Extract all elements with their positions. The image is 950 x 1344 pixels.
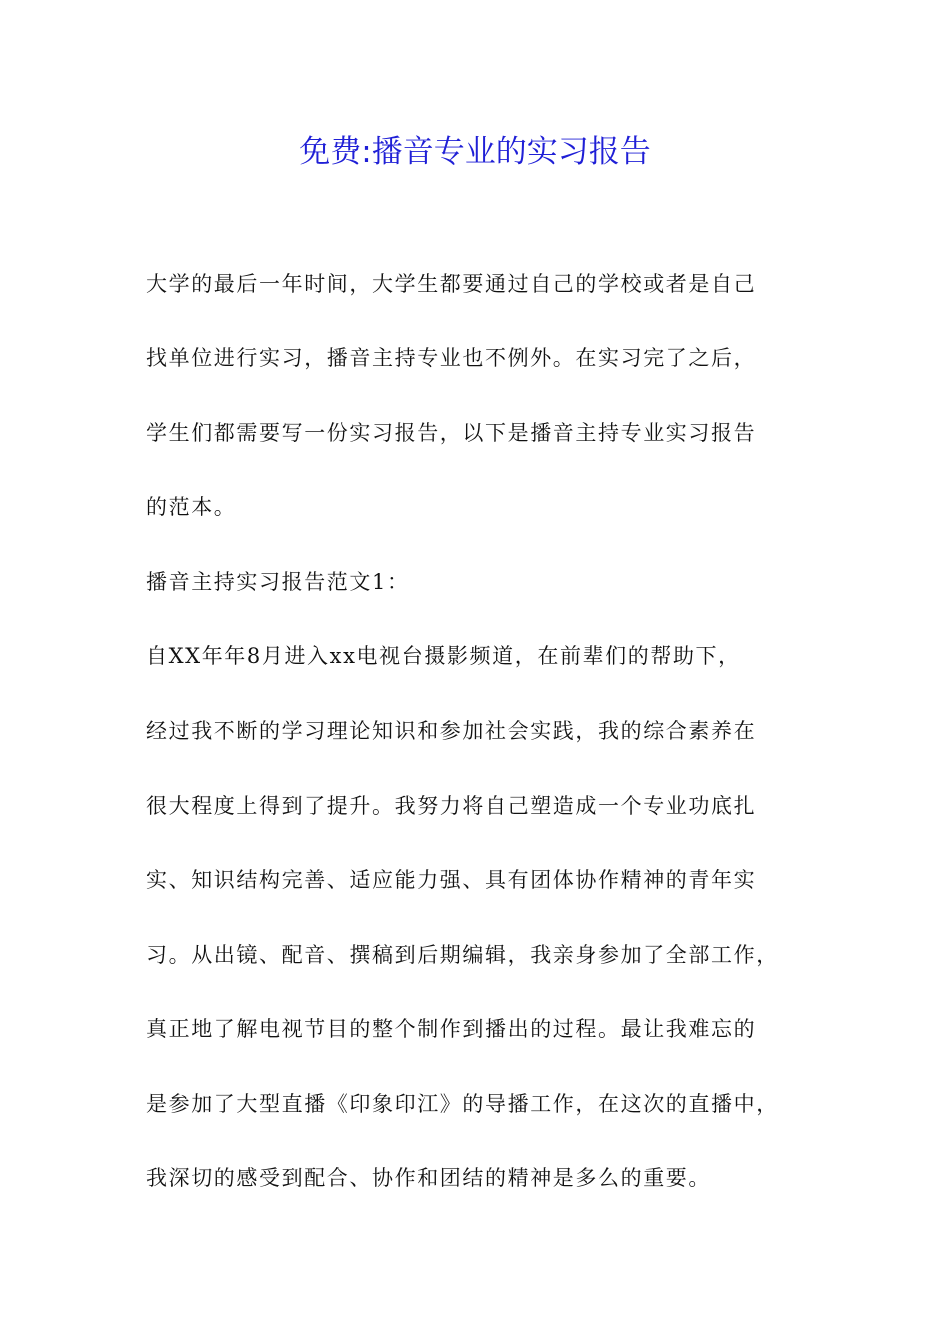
body-line: 自XX年年8月进入xx电视台摄影频道，在前辈们的帮助下， xyxy=(146,644,741,668)
body-line: 的范本。 xyxy=(146,495,237,519)
body-line: 实、知识结构完善、适应能力强、具有团体协作精神的青年实 xyxy=(146,868,757,892)
body-line: 习。从出镜、配音、撰稿到后期编辑，我亲身参加了全部工作， xyxy=(146,943,779,967)
body-line: 大学的最后一年时间，大学生都要通过自己的学校或者是自己 xyxy=(146,272,757,296)
body-line: 我深切的感受到配合、协作和团结的精神是多么的重要。 xyxy=(146,1166,711,1190)
body-line: 学生们都需要写一份实习报告，以下是播音主持专业实习报告 xyxy=(146,421,757,445)
body-line: 真正地了解电视节目的整个制作到播出的过程。最让我难忘的 xyxy=(146,1017,757,1041)
body-line: 是参加了大型直播《印象印江》的导播工作，在这次的直播中， xyxy=(146,1092,779,1116)
body-line: 找单位进行实习，播音主持专业也不例外。在实习完了之后， xyxy=(146,346,757,370)
body-line: 播音主持实习报告范文1： xyxy=(146,570,410,594)
body-line: 很大程度上得到了提升。我努力将自己塑造成一个专业功底扎 xyxy=(146,794,757,818)
body-line: 经过我不断的学习理论知识和参加社会实践，我的综合素养在 xyxy=(146,719,757,743)
document-title: 免费:播音专业的实习报告 xyxy=(299,134,651,170)
